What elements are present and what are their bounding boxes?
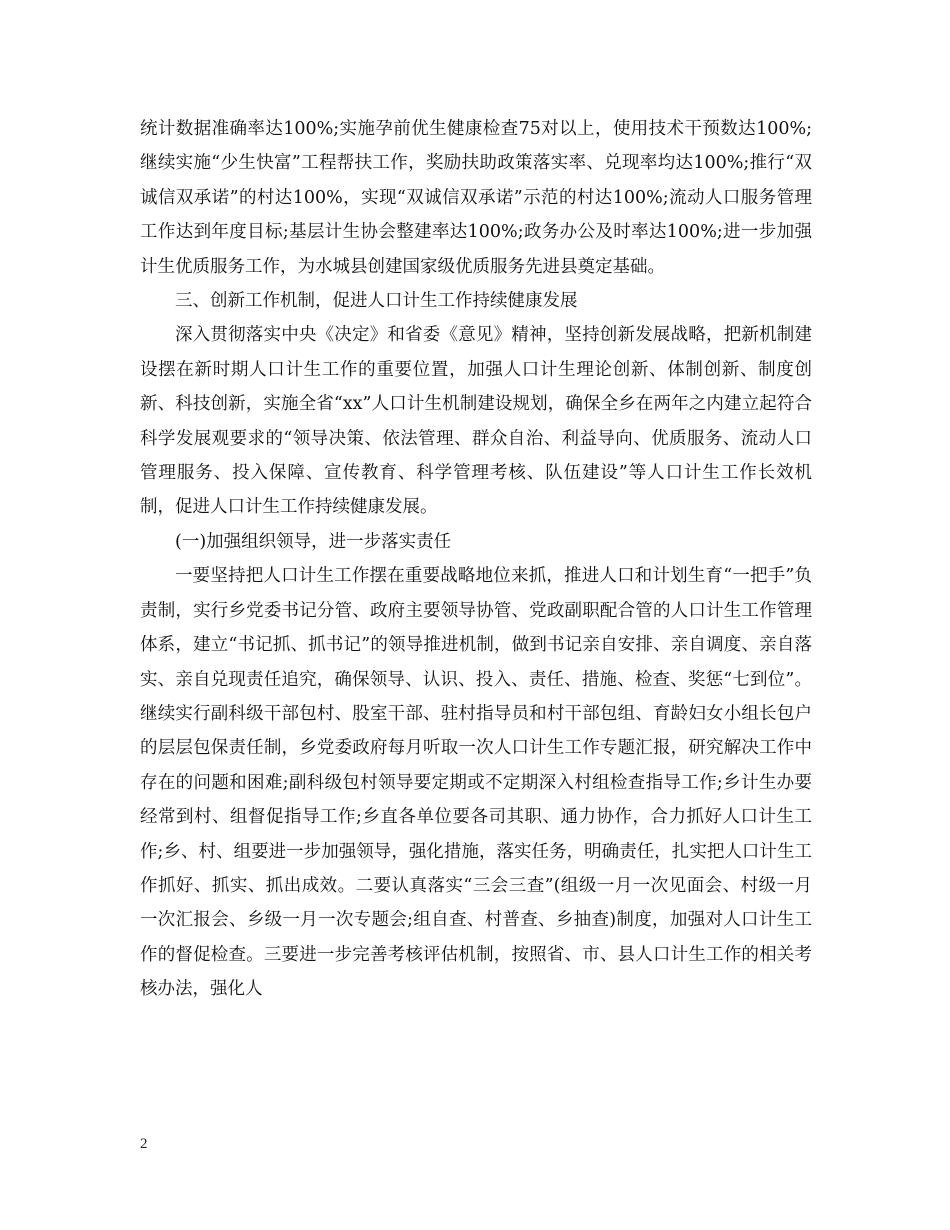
paragraph-3: 一要坚持把人口计生工作摆在重要战略地位来抓，推进人口和计划生育“一把手”负责制，实行乡党委书记分管、政府主要领导协管、党政副职配合管的人口计生工作管理体系，建立“书记抓、抓书记”的领导推进机制，做到书记亲自安排、亲自调度、亲自落实、亲自兑现责任追究，确保领导、认识、投入、责任、措施、检查、奖惩“七到位”。继续实行副科级干部包村、股室干部、驻村指导员和村干部包组、育龄妇女小组长包户的层层包保责任制，乡党委政府每月听取一次人口计生工作专题汇报，研究解决工作中存在的问题和困难;副科级包村领导要定期或不定期深入村组检查指导工作;乡计生办要经常到村、组督促指导工作;乡直各单位要各司其职、通力协作，合力抓好人口计生工作;乡、村、组要进一步加强领导，强化措施，落实任务，明确责任，扎实把人口计生工作抓好、抓实、抓出成效。二要认真落实“三会三查”(组级一月一次见面会、村级一月一次汇报会、乡级一月一次专题会;组自查、村普查、乡抽查)制度，加强对人口计生工作的督促检查。三要进一步完善考核评估机制，按照省、市、县人口计生工作的相关考核办法，强化人 [140, 566, 812, 1000]
subsection-heading-1: (一)加强组织领导，进一步落实责任 [175, 531, 452, 552]
document-body [140, 112, 812, 1007]
page-number: 2 [140, 1136, 148, 1152]
section-heading-3: 三、创新工作机制，促进人口计生工作持续健康发展 [175, 291, 578, 312]
paragraph-2: 深入贯彻落实中央《决定》和省委《意见》精神，坚持创新发展战略，把新机制建设摆在新时期人口计生工作的重要位置，加强人口计生理论创新、体制创新、制度创新、科技创新，实施全省“xx”人口计生机制建设规划，确保全乡在两年之内建立起符合科学发展观要求的“领导决策、依法管理、群众自治、利益导向、优质服务、流动人口管理服务、投入保障、宣传教育、科学管理考核、队伍建设”等人口计生工作长效机制，促进人口计生工作持续健康发展。 [140, 325, 812, 518]
paragraph-1: 统计数据准确率达100%;实施孕前优生健康检查75对以上，使用技术干预数达100%;继续实施“少生快富”工程帮扶工作，奖励扶助政策落实率、兑现率均达100%;推行“双诚信双承诺”的村达100%，实现“双诚信双承诺”示范的村达100%;流动人口服务管理工作达到年度目标;基层计生协会整建率达100%;政务办公及时率达100%;进一步加强计生优质服务工作，为水城县创建国家级优质服务先进县奠定基础。 [140, 119, 812, 277]
